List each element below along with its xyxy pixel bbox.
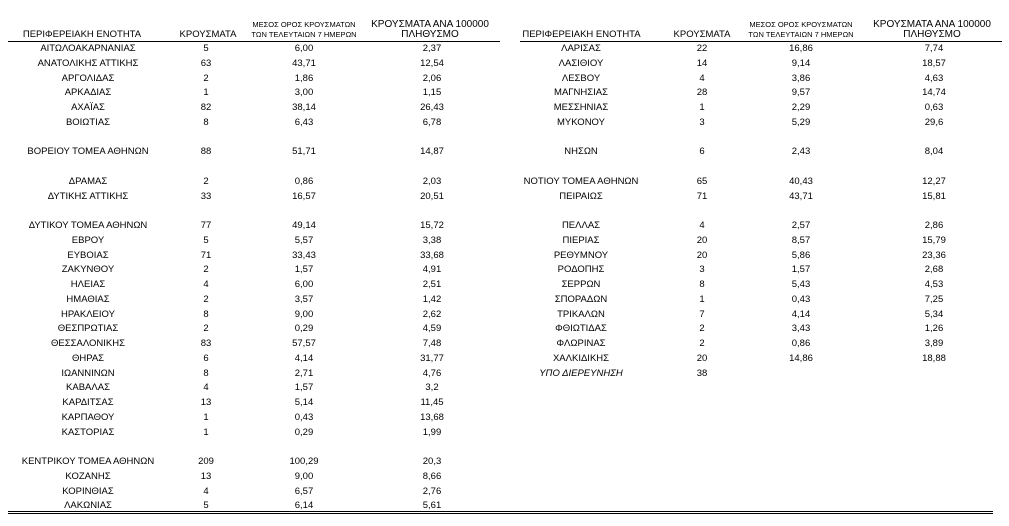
per100k-cell: 7,74 [924, 43, 944, 54]
per100k-cell: 12,27 [922, 175, 946, 187]
avg-cell: 3,43 [791, 323, 811, 335]
region-cell: ΝΟΤΙΟΥ ΤΟΜΕΑ ΑΘΗΝΩΝ [523, 175, 639, 187]
avg-cell: 5,57 [294, 234, 314, 246]
per100k-cell: 15,79 [922, 234, 946, 246]
per100k-cell: 4,76 [422, 367, 442, 379]
table-row [8, 190, 500, 205]
region-cell: ΗΛΕΙΑΣ [70, 279, 106, 290]
region-column-header: ΠΕΡΙΦΕΡΕΙΑΚΗ ΕΝΟΤΗΤΑ [522, 29, 641, 40]
cases-cell: 3 [699, 264, 705, 276]
region-cell: ΜΥΚΟΝΟΥ [557, 116, 605, 128]
cases-cell: 38 [696, 367, 708, 379]
per100k-cell: 20,3 [422, 456, 442, 467]
region-cell: ΘΕΣΠΡΩΤΙΑΣ [57, 323, 119, 335]
per100k-cell: 2,62 [422, 308, 442, 320]
avg-header-line2: ΤΩΝ ΤΕΛΕΥΤΑΙΩΝ 7 ΗΜΕΡΩΝ [251, 30, 357, 39]
table-row [520, 352, 1002, 367]
table-row [520, 337, 1002, 352]
avg-cell: 40,43 [789, 175, 813, 187]
table-row [520, 86, 1002, 101]
table-row [520, 72, 1002, 87]
per-header-line2: ΠΛΗΘΥΣΜΟ [401, 29, 459, 40]
cases-column-header: ΚΡΟΥΣΜΑΤΑ [673, 29, 731, 40]
per100k-cell: 14,87 [420, 146, 444, 158]
region-cell: ΣΕΡΡΩΝ [561, 279, 601, 290]
region-cell: ΦΛΩΡΙΝΑΣ [556, 338, 606, 349]
avg-cell: 43,71 [789, 190, 813, 202]
per100k-cell: 2,06 [422, 72, 442, 84]
region-cell: ΦΘΙΩΤΙΔΑΣ [555, 323, 607, 335]
per100k-cell: 11,45 [420, 397, 444, 408]
avg-cell: 0,43 [294, 411, 314, 423]
avg-cell: 9,00 [294, 470, 314, 482]
per100k-cell: 12,54 [420, 57, 444, 69]
table-row [520, 101, 1002, 116]
table-row [8, 485, 500, 500]
per100k-cell: 8,04 [924, 146, 944, 158]
region-cell: ΠΕΙΡΑΙΩΣ [559, 190, 603, 202]
per-header-line1: ΚΡΟΥΣΜΑΤΑ ΑΝΑ 100000 [371, 19, 489, 30]
region-cell: ΚΕΝΤΡΙΚΟΥ ΤΟΜΕΑ ΑΘΗΝΩΝ [21, 456, 155, 467]
per100k-cell: 26,43 [420, 102, 444, 113]
cases-cell: 5 [203, 500, 209, 512]
region-cell: ΑΧΑΪΑΣ [71, 102, 105, 113]
table-row [8, 293, 500, 308]
table-row [8, 219, 500, 234]
per100k-cell: 31,77 [420, 352, 444, 364]
per100k-cell: 1,15 [422, 87, 442, 99]
table-row [8, 86, 500, 101]
region-cell: ΕΒΡΟΥ [71, 234, 105, 246]
region-cell: ΛΑΚΩΝΙΑΣ [64, 500, 112, 512]
table-row [520, 116, 1002, 131]
cases-cell: 8 [203, 308, 209, 320]
cases-cell: 20 [696, 352, 708, 364]
region-cell: ΚΑΒΑΛΑΣ [66, 382, 110, 394]
table-row [8, 101, 500, 116]
avg-cell: 49,14 [292, 220, 316, 231]
avg-cell: 5,86 [791, 249, 811, 261]
per100k-cell: 5,34 [924, 308, 944, 320]
table-row [8, 308, 500, 323]
avg-cell: 5,14 [294, 397, 314, 408]
avg-cell: 4,14 [294, 352, 314, 364]
table-row [8, 426, 500, 441]
region-cell: ΤΡΙΚΑΛΩΝ [557, 308, 605, 320]
region-cell: ΛΕΣΒΟΥ [561, 72, 601, 84]
region-cell: ΑΡΓΟΛΙΔΑΣ [61, 72, 115, 84]
cases-cell: 1 [699, 102, 705, 113]
per100k-cell: 14,74 [922, 87, 946, 99]
per100k-cell: 2,76 [422, 485, 442, 497]
cases-cell: 13 [200, 470, 212, 482]
cases-cell: 1 [699, 293, 705, 305]
cases-cell: 4 [203, 485, 209, 497]
per-header-line2: ΠΛΗΘΥΣΜΟ [903, 29, 961, 40]
per100k-cell: 4,59 [422, 323, 442, 335]
table-row [8, 470, 500, 485]
table-row [8, 72, 500, 87]
table-row [520, 322, 1002, 337]
region-cell: ΠΕΛΛΑΣ [561, 220, 601, 231]
cases-cell: 2 [203, 72, 209, 84]
avg-cell: 33,43 [292, 249, 316, 261]
cases-cell: 83 [200, 338, 212, 349]
left-data-table [8, 14, 500, 514]
region-cell: ΚΑΡΔΙΤΣΑΣ [62, 397, 114, 408]
table-row [8, 322, 500, 337]
table-row [8, 57, 500, 72]
per100k-cell: 7,25 [924, 293, 944, 305]
region-cell: ΒΟΙΩΤΙΑΣ [65, 116, 111, 128]
per100k-cell: 1,26 [924, 323, 944, 335]
per100k-cell: 4,63 [924, 72, 944, 84]
avg-cell: 9,14 [791, 57, 811, 69]
cases-cell: 209 [198, 456, 214, 467]
per100k-cell: 18,88 [922, 352, 946, 364]
per100k-cell: 7,48 [422, 338, 442, 349]
per100k-cell: 6,78 [422, 116, 442, 128]
region-cell: ΡΕΘΥΜΝΟΥ [553, 249, 609, 261]
cases-cell: 20 [696, 234, 708, 246]
avg-7day-column-header [736, 20, 866, 40]
table-row [520, 160, 1002, 175]
table-row [520, 249, 1002, 264]
region-cell: ΚΑΣΤΟΡΙΑΣ [61, 426, 115, 438]
avg-cell: 4,14 [791, 308, 811, 320]
right-data-table [520, 14, 1002, 381]
per100k-cell: 3,89 [924, 338, 944, 349]
cases-cell: 8 [203, 367, 209, 379]
cases-cell: 2 [699, 323, 705, 335]
region-cell: ΜΕΣΣΗΝΙΑΣ [553, 102, 609, 113]
avg-cell: 6,00 [294, 279, 314, 290]
cases-cell: 77 [200, 220, 212, 231]
per100k-cell: 2,68 [924, 264, 944, 276]
per100k-cell: 2,37 [422, 43, 442, 54]
avg-cell: 3,00 [294, 87, 314, 99]
avg-cell: 0,86 [791, 338, 811, 349]
per100k-cell: 23,36 [922, 249, 946, 261]
region-cell: ΖΑΚΥΝΘΟΥ [61, 264, 115, 276]
cases-cell: 2 [203, 323, 209, 335]
cases-cell: 4 [203, 279, 209, 290]
per100k-cell: 33,68 [420, 249, 444, 261]
table-row [8, 160, 500, 175]
avg-cell: 2,71 [294, 367, 314, 379]
per100k-cell: 20,51 [420, 190, 444, 202]
cases-cell: 3 [699, 116, 705, 128]
region-cell: ΔΥΤΙΚΗΣ ΑΤΤΙΚΗΣ [47, 190, 129, 202]
cases-cell: 8 [699, 279, 705, 290]
avg-cell: 0,29 [294, 323, 314, 335]
region-cell: ΒΟΡΕΙΟΥ ΤΟΜΕΑ ΑΘΗΝΩΝ [27, 146, 149, 158]
region-cell: ΥΠΟ ΔΙΕΡΕΥΝΗΣΗ [539, 367, 623, 379]
region-cell: ΠΙΕΡΙΑΣ [562, 234, 600, 246]
table-row [8, 396, 500, 411]
avg-cell: 0,43 [791, 293, 811, 305]
table-row [8, 455, 500, 470]
table-row [8, 249, 500, 264]
table-row [520, 42, 1002, 57]
per100k-cell: 15,72 [420, 220, 444, 231]
table-row [520, 190, 1002, 205]
table-row [8, 263, 500, 278]
bottom-double-rule [8, 511, 993, 514]
avg-cell: 16,86 [789, 43, 813, 54]
left-table-body [8, 42, 500, 514]
cases-cell: 8 [203, 116, 209, 128]
cases-cell: 1 [203, 411, 209, 423]
table-row [520, 234, 1002, 249]
per-100k-column-header [862, 20, 1002, 40]
cases-cell: 28 [696, 87, 708, 99]
per100k-cell: 2,51 [422, 279, 442, 290]
region-cell: ΑΝΑΤΟΛΙΚΗΣ ΑΤΤΙΚΗΣ [37, 57, 139, 69]
region-cell: ΚΟΡΙΝΘΙΑΣ [62, 485, 114, 497]
table-row [520, 308, 1002, 323]
avg-cell: 9,57 [791, 87, 811, 99]
table-row [8, 381, 500, 396]
avg-cell: 3,57 [294, 293, 314, 305]
table-row [8, 145, 500, 160]
cases-column-header: ΚΡΟΥΣΜΑΤΑ [179, 29, 237, 40]
avg-cell: 5,43 [791, 279, 811, 290]
left-table-header [8, 14, 500, 42]
table-row [520, 57, 1002, 72]
table-row [8, 42, 500, 57]
avg-cell: 6,14 [294, 500, 314, 512]
table-row [520, 367, 1002, 382]
avg-cell: 1,57 [294, 382, 314, 394]
avg-cell: 2,29 [791, 102, 811, 113]
region-cell: ΣΠΟΡΑΔΩΝ [554, 293, 608, 305]
region-cell: ΛΑΡΙΣΑΣ [561, 43, 601, 54]
table-row [8, 411, 500, 426]
table-row [8, 352, 500, 367]
region-cell: ΛΑΣΙΘΙΟΥ [558, 57, 604, 69]
per100k-cell: 5,61 [422, 500, 442, 512]
table-row [520, 204, 1002, 219]
region-cell: ΗΡΑΚΛΕΙΟΥ [61, 308, 115, 320]
region-cell: ΙΩΑΝΝΙΝΩΝ [61, 367, 115, 379]
per100k-cell: 1,42 [422, 293, 442, 305]
region-cell: ΡΟΔΟΠΗΣ [557, 264, 605, 276]
cases-cell: 6 [699, 146, 705, 158]
right-table-body [520, 42, 1002, 381]
table-row [8, 278, 500, 293]
per-header-line1: ΚΡΟΥΣΜΑΤΑ ΑΝΑ 100000 [873, 19, 991, 30]
table-row [520, 131, 1002, 146]
avg-cell: 0,86 [294, 175, 314, 187]
per100k-cell: 4,53 [924, 279, 944, 290]
region-cell: ΑΡΚΑΔΙΑΣ [64, 87, 112, 99]
cases-cell: 13 [200, 397, 212, 408]
cases-cell: 20 [696, 249, 708, 261]
cases-cell: 2 [203, 175, 209, 187]
avg-cell: 1,57 [791, 264, 811, 276]
per100k-cell: 13,68 [420, 411, 444, 423]
cases-cell: 71 [200, 249, 212, 261]
region-cell: ΚΑΡΠΑΘΟΥ [61, 411, 115, 423]
avg-cell: 2,43 [791, 146, 811, 158]
per100k-cell: 8,66 [422, 470, 442, 482]
per100k-cell: 29,6 [924, 116, 944, 128]
per100k-cell: 3,38 [422, 234, 442, 246]
table-row [520, 278, 1002, 293]
per100k-cell: 1,99 [422, 426, 442, 438]
cases-cell: 22 [696, 43, 708, 54]
per100k-cell: 2,86 [924, 220, 944, 231]
region-cell: ΔΡΑΜΑΣ [68, 175, 108, 187]
avg-cell: 6,00 [294, 43, 314, 54]
right-table-header [520, 14, 1002, 42]
avg-cell: 100,29 [289, 456, 319, 467]
avg-cell: 0,29 [294, 426, 314, 438]
avg-cell: 1,86 [294, 72, 314, 84]
avg-cell: 8,57 [791, 234, 811, 246]
table-row [520, 263, 1002, 278]
cases-cell: 2 [203, 293, 209, 305]
avg-cell: 2,57 [791, 220, 811, 231]
region-cell: ΕΥΒΟΙΑΣ [67, 249, 109, 261]
cases-cell: 71 [696, 190, 708, 202]
cases-cell: 65 [696, 175, 708, 187]
avg-cell: 51,71 [292, 146, 316, 158]
per100k-cell: 0,63 [924, 102, 944, 113]
cases-cell: 33 [200, 190, 212, 202]
avg-7day-column-header [242, 20, 366, 40]
cases-cell: 2 [203, 264, 209, 276]
cases-cell: 63 [200, 57, 212, 69]
region-cell: ΔΥΤΙΚΟΥ ΤΟΜΕΑ ΑΘΗΝΩΝ [28, 220, 148, 231]
cases-cell: 7 [699, 308, 705, 320]
region-cell: ΗΜΑΘΙΑΣ [66, 293, 110, 305]
table-row [8, 204, 500, 219]
table-row [520, 175, 1002, 190]
avg-cell: 3,86 [791, 72, 811, 84]
table-row [8, 337, 500, 352]
region-cell: ΚΟΖΑΝΗΣ [65, 470, 111, 482]
region-cell: ΘΕΣΣΑΛΟΝΙΚΗΣ [51, 338, 125, 349]
table-row [8, 234, 500, 249]
per100k-cell: 15,81 [922, 190, 946, 202]
table-row [8, 440, 500, 455]
region-cell: ΑΙΤΩΛΟΑΚΑΡΝΑΝΙΑΣ [40, 43, 136, 54]
cases-cell: 6 [203, 352, 209, 364]
table-row [8, 116, 500, 131]
region-cell: ΘΗΡΑΣ [71, 352, 105, 364]
per100k-cell: 18,57 [922, 57, 946, 69]
avg-header-line2: ΤΩΝ ΤΕΛΕΥΤΑΙΩΝ 7 ΗΜΕΡΩΝ [748, 30, 854, 39]
cases-cell: 88 [200, 146, 212, 158]
table-row [8, 367, 500, 382]
per-100k-column-header [360, 20, 500, 40]
avg-header-line1: ΜΕΣΟΣ ΟΡΟΣ ΚΡΟΥΣΜΑΤΩΝ [252, 20, 356, 29]
avg-cell: 57,57 [292, 338, 316, 349]
cases-cell: 4 [699, 220, 705, 231]
table-row [520, 145, 1002, 160]
region-column-header: ΠΕΡΙΦΕΡΕΙΑΚΗ ΕΝΟΤΗΤΑ [22, 29, 142, 40]
table-row [8, 131, 500, 146]
per100k-cell: 4,91 [422, 264, 442, 276]
cases-cell: 4 [699, 72, 705, 84]
avg-cell: 5,29 [791, 116, 811, 128]
avg-cell: 6,57 [294, 485, 314, 497]
cases-cell: 5 [203, 234, 209, 246]
avg-cell: 6,43 [294, 116, 314, 128]
avg-cell: 14,86 [789, 352, 813, 364]
region-cell: ΜΑΓΝΗΣΙΑΣ [554, 87, 608, 99]
table-row [520, 219, 1002, 234]
avg-cell: 16,57 [292, 190, 316, 202]
cases-cell: 82 [200, 102, 212, 113]
avg-cell: 1,57 [294, 264, 314, 276]
per100k-cell: 2,03 [422, 175, 442, 187]
avg-header-line1: ΜΕΣΟΣ ΟΡΟΣ ΚΡΟΥΣΜΑΤΩΝ [749, 20, 853, 29]
avg-cell: 38,14 [292, 102, 316, 113]
region-cell: ΧΑΛΚΙΔΙΚΗΣ [552, 352, 610, 364]
cases-cell: 1 [203, 87, 209, 99]
cases-cell: 2 [699, 338, 705, 349]
table-row [520, 293, 1002, 308]
cases-cell: 4 [203, 382, 209, 394]
cases-cell: 5 [203, 43, 209, 54]
cases-cell: 14 [696, 57, 708, 69]
avg-cell: 43,71 [292, 57, 316, 69]
cases-cell: 1 [203, 426, 209, 438]
avg-cell: 9,00 [294, 308, 314, 320]
per100k-cell: 3,2 [425, 382, 439, 394]
region-cell: ΝΗΣΩΝ [564, 146, 598, 158]
table-row [8, 175, 500, 190]
